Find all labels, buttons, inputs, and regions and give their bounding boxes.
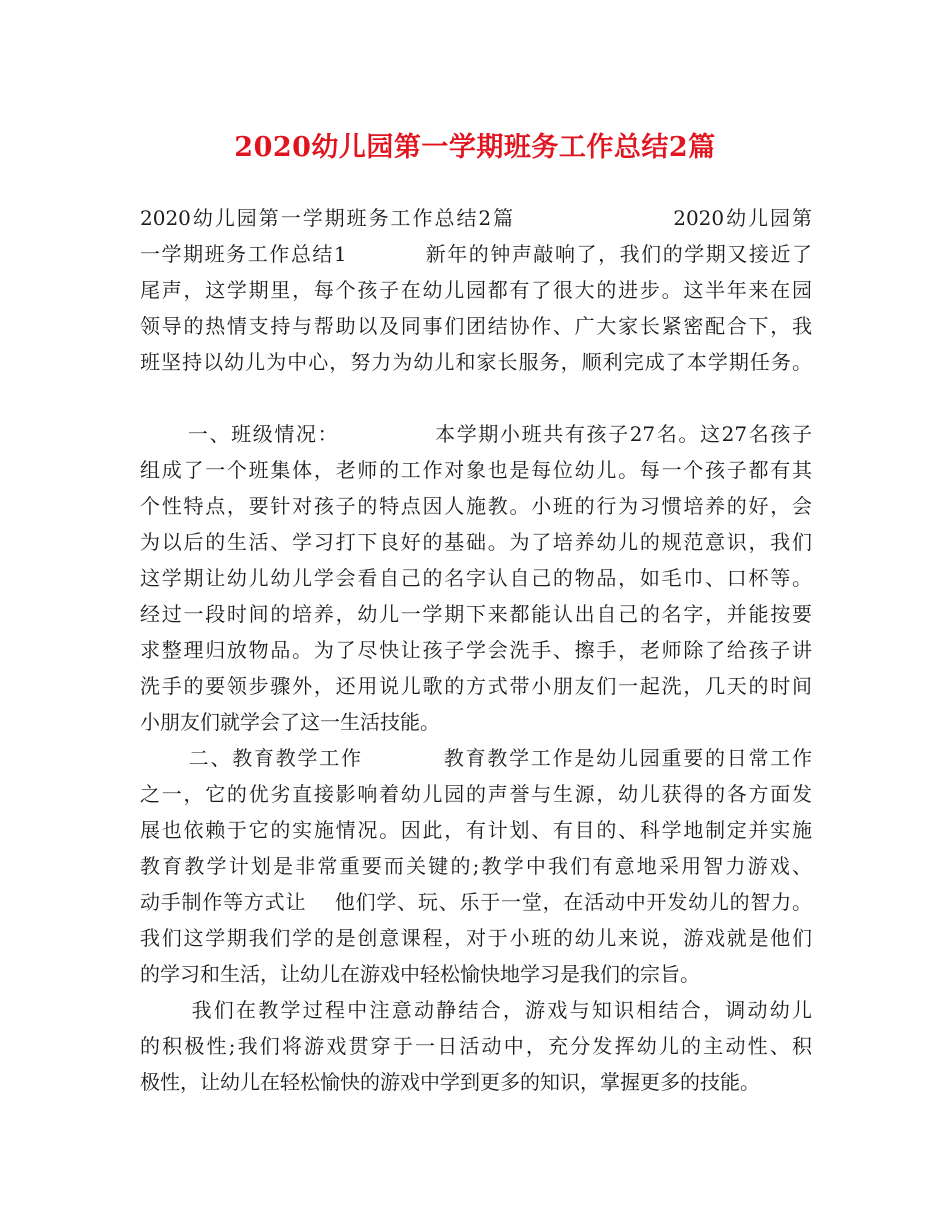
text-line: 教育教学计划是非常重要而关键的;教学中我们有意地采用智力游戏、 bbox=[140, 854, 812, 878]
text-line: 尾声，这学期里，每个孩子在幼儿园都有了很大的进步。这半年来在园 bbox=[140, 278, 812, 302]
text-line: 领导的热情支持与帮助以及同事们团结协作、广大家长紧密配合下，我 bbox=[140, 314, 812, 338]
text-line: 我们在教学过程中注意动静结合，游戏与知识相结合，调动幼儿 bbox=[140, 998, 812, 1022]
text-line: 经过一段时间的培养，幼儿一学期下来都能认出自己的名字，并能按要 bbox=[140, 602, 812, 626]
paragraph-gap bbox=[140, 380, 812, 416]
text-line: 组成了一个班集体，老师的工作对象也是每位幼儿。每一个孩子都有其 bbox=[140, 458, 812, 482]
text-line: 之一，它的优劣直接影响着幼儿园的声誉与生源，幼儿获得的各方面发 bbox=[140, 782, 812, 806]
text-line: 一学期班务工作总结1 新年的钟声敲响了，我们的学期又接近了 bbox=[140, 242, 812, 266]
text-line: 二、教育教学工作 教育教学工作是幼儿园重要的日常工作 bbox=[140, 746, 812, 770]
text-line: 动手制作等方式让 他们学、玩、乐于一堂，在活动中开发幼儿的智力。 bbox=[140, 890, 812, 914]
text-line: 洗手的要领步骤外，还用说儿歌的方式带小朋友们一起洗，几天的时间 bbox=[140, 674, 812, 698]
text-line: 求整理归放物品。为了尽快让孩子学会洗手、擦手，老师除了给孩子讲 bbox=[140, 638, 812, 662]
text-line: 2020幼儿园第一学期班务工作总结2篇 2020幼儿园第 bbox=[140, 206, 812, 230]
text-line: 这学期让幼儿幼儿学会看自己的名字认自己的物品，如毛巾、口杯等。 bbox=[140, 566, 812, 590]
text-line: 的积极性;我们将游戏贯穿于一日活动中，充分发挥幼儿的主动性、积 bbox=[140, 1034, 812, 1058]
document-body bbox=[140, 200, 812, 1100]
text-line: 我们这学期我们学的是创意课程，对于小班的幼儿来说，游戏就是他们 bbox=[140, 926, 812, 950]
text-line: 个性特点，要针对孩子的特点因人施教。小班的行为习惯培养的好，会 bbox=[140, 494, 812, 518]
text-line: 极性，让幼儿在轻松愉快的游戏中学到更多的知识，掌握更多的技能。 bbox=[140, 1070, 760, 1094]
document-title: 2020幼儿园第一学期班务工作总结2篇 bbox=[234, 132, 716, 163]
text-line: 班坚持以幼儿为中心，努力为幼儿和家长服务，顺利完成了本学期任务。 bbox=[140, 350, 812, 374]
text-line: 一、班级情况： 本学期小班共有孩子27名。这27名孩子 bbox=[140, 422, 812, 446]
text-line: 展也依赖于它的实施情况。因此，有计划、有目的、科学地制定并实施 bbox=[140, 818, 812, 842]
text-line: 小朋友们就学会了这一生活技能。 bbox=[140, 710, 440, 734]
text-line: 的学习和生活，让幼儿在游戏中轻松愉快地学习是我们的宗旨。 bbox=[140, 962, 700, 986]
text-line: 为以后的生活、学习打下良好的基础。为了培养幼儿的规范意识，我们 bbox=[140, 530, 812, 554]
